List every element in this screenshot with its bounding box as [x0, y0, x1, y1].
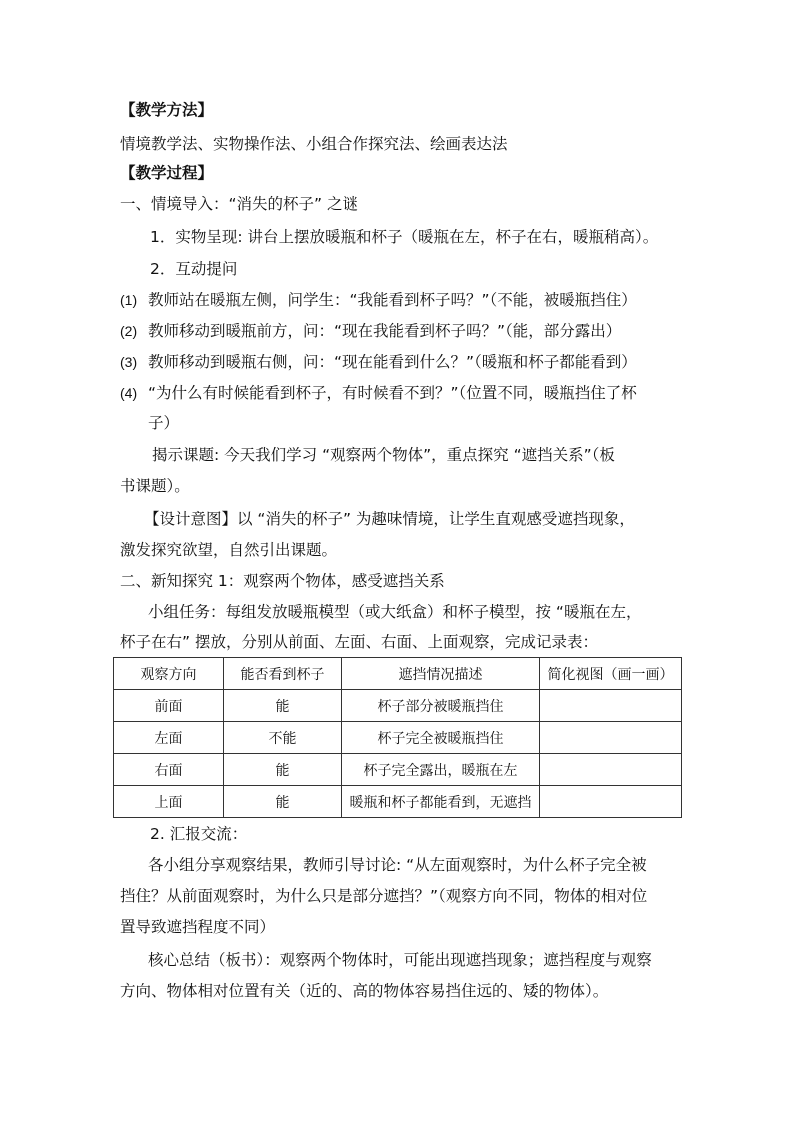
question-text: 教师移动到暖瓶右侧，问：“现在能看到什么？”（暖瓶和杯子都能看到）: [148, 353, 637, 371]
group-task-line2: 杯子在右” 摆放，分别从前面、左面、右面、上面观察，完成记录表：: [120, 633, 598, 651]
table-header-cell: 能否看到杯子: [224, 658, 342, 690]
question-number: (3): [120, 354, 138, 370]
table-cell: 能: [224, 690, 342, 722]
design-intent-line2: 激发探究欲望，自然引出课题。: [120, 541, 338, 559]
table-cell: [540, 690, 682, 722]
table-cell: [540, 786, 682, 818]
table-cell: 右面: [114, 754, 224, 786]
table-row: [114, 786, 682, 818]
table-cell: [540, 754, 682, 786]
report-title: 2. 汇报交流：: [150, 825, 248, 843]
table-cell: 杯子完全被暖瓶挡住: [342, 722, 540, 754]
question-text: 教师站在暖瓶左侧，问学生：“我能看到杯子吗？”（不能，被暖瓶挡住）: [148, 291, 637, 309]
table-cell: [540, 722, 682, 754]
question-item: [120, 383, 690, 403]
table-cell: 杯子部分被暖瓶挡住: [342, 690, 540, 722]
table-cell: 暖瓶和杯子都能看到，无遮挡: [342, 786, 540, 818]
question-number: (2): [120, 323, 138, 339]
share-line1: 各小组分享观察结果，教师引导讨论: “从左面观察时，为什么杯子完全被: [148, 856, 647, 874]
table-cell: 杯子完全露出，暖瓶在左: [342, 754, 540, 786]
observation-record-table: [113, 657, 682, 818]
table-cell: 能: [224, 786, 342, 818]
question-item: [120, 352, 690, 372]
question-text: 教师移动到暖瓶前方，问：“现在我能看到杯子吗？”（能，部分露出）: [148, 322, 622, 340]
table-header-cell: 简化视图（画一画）: [540, 658, 682, 690]
summary-line2: 方向、物体相对位置有关（近的、高的物体容易挡住远的、矮的物体）。: [120, 982, 609, 1000]
table-header-row: [114, 658, 682, 690]
question-item: [120, 290, 690, 310]
group-task-line1: 小组任务：每组发放暖瓶模型（或大纸盒）和杯子模型，按 “暖瓶在左，: [148, 603, 642, 621]
summary-line1: 核心总结（板书）：观察两个物体时，可能出现遮挡现象；遮挡程度与观察: [148, 951, 652, 969]
table-cell: 上面: [114, 786, 224, 818]
reveal-topic-line1: 揭示课题: 今天我们学习 “观察两个物体”，重点探究 “遮挡关系”（板: [152, 446, 615, 464]
teaching-methods-text: 情境教学法、实物操作法、小组合作探究法、绘画表达法: [120, 135, 508, 153]
heading-teaching-process: 【教学过程】: [120, 164, 214, 182]
section1-title: 一、情境导入：“消失的杯子” 之谜: [120, 195, 358, 213]
reveal-topic-line2: 书课题）。: [120, 477, 190, 495]
table-row: [114, 690, 682, 722]
heading-teaching-methods: 【教学方法】: [120, 101, 214, 119]
table-header-cell: 观察方向: [114, 658, 224, 690]
share-line3: 置导致遮挡程度不同）: [120, 918, 276, 936]
table-row: [114, 754, 682, 786]
table-cell: 左面: [114, 722, 224, 754]
table-cell: 前面: [114, 690, 224, 722]
question-number: (4): [120, 385, 138, 401]
design-intent-line1: 【设计意图】以 “消失的杯子” 为趣味情境，让学生直观感受遮挡现象，: [144, 510, 635, 528]
share-line2: 挡住？从前面观察时，为什么只是部分遮挡？”（观察方向不同，物体的相对位: [120, 887, 648, 905]
question-number: (1): [120, 292, 138, 308]
section2-title: 二、新知探究 1：观察两个物体，感受遮挡关系: [120, 572, 445, 590]
step1-text: 1．实物呈现: 讲台上摆放暖瓶和杯子（暖瓶在左，杯子在右，暖瓶稍高）。: [150, 228, 659, 246]
table-cell: 不能: [224, 722, 342, 754]
question-continuation: 子）: [148, 414, 180, 432]
table-header-cell: 遮挡情况描述: [342, 658, 540, 690]
table-row: [114, 722, 682, 754]
table-cell: 能: [224, 754, 342, 786]
question-text: “为什么有时候能看到杯子，有时候看不到？”（位置不同，暖瓶挡住了杯: [148, 384, 637, 402]
question-item: [120, 321, 690, 341]
step2-text: 2．互动提问: [150, 260, 238, 278]
